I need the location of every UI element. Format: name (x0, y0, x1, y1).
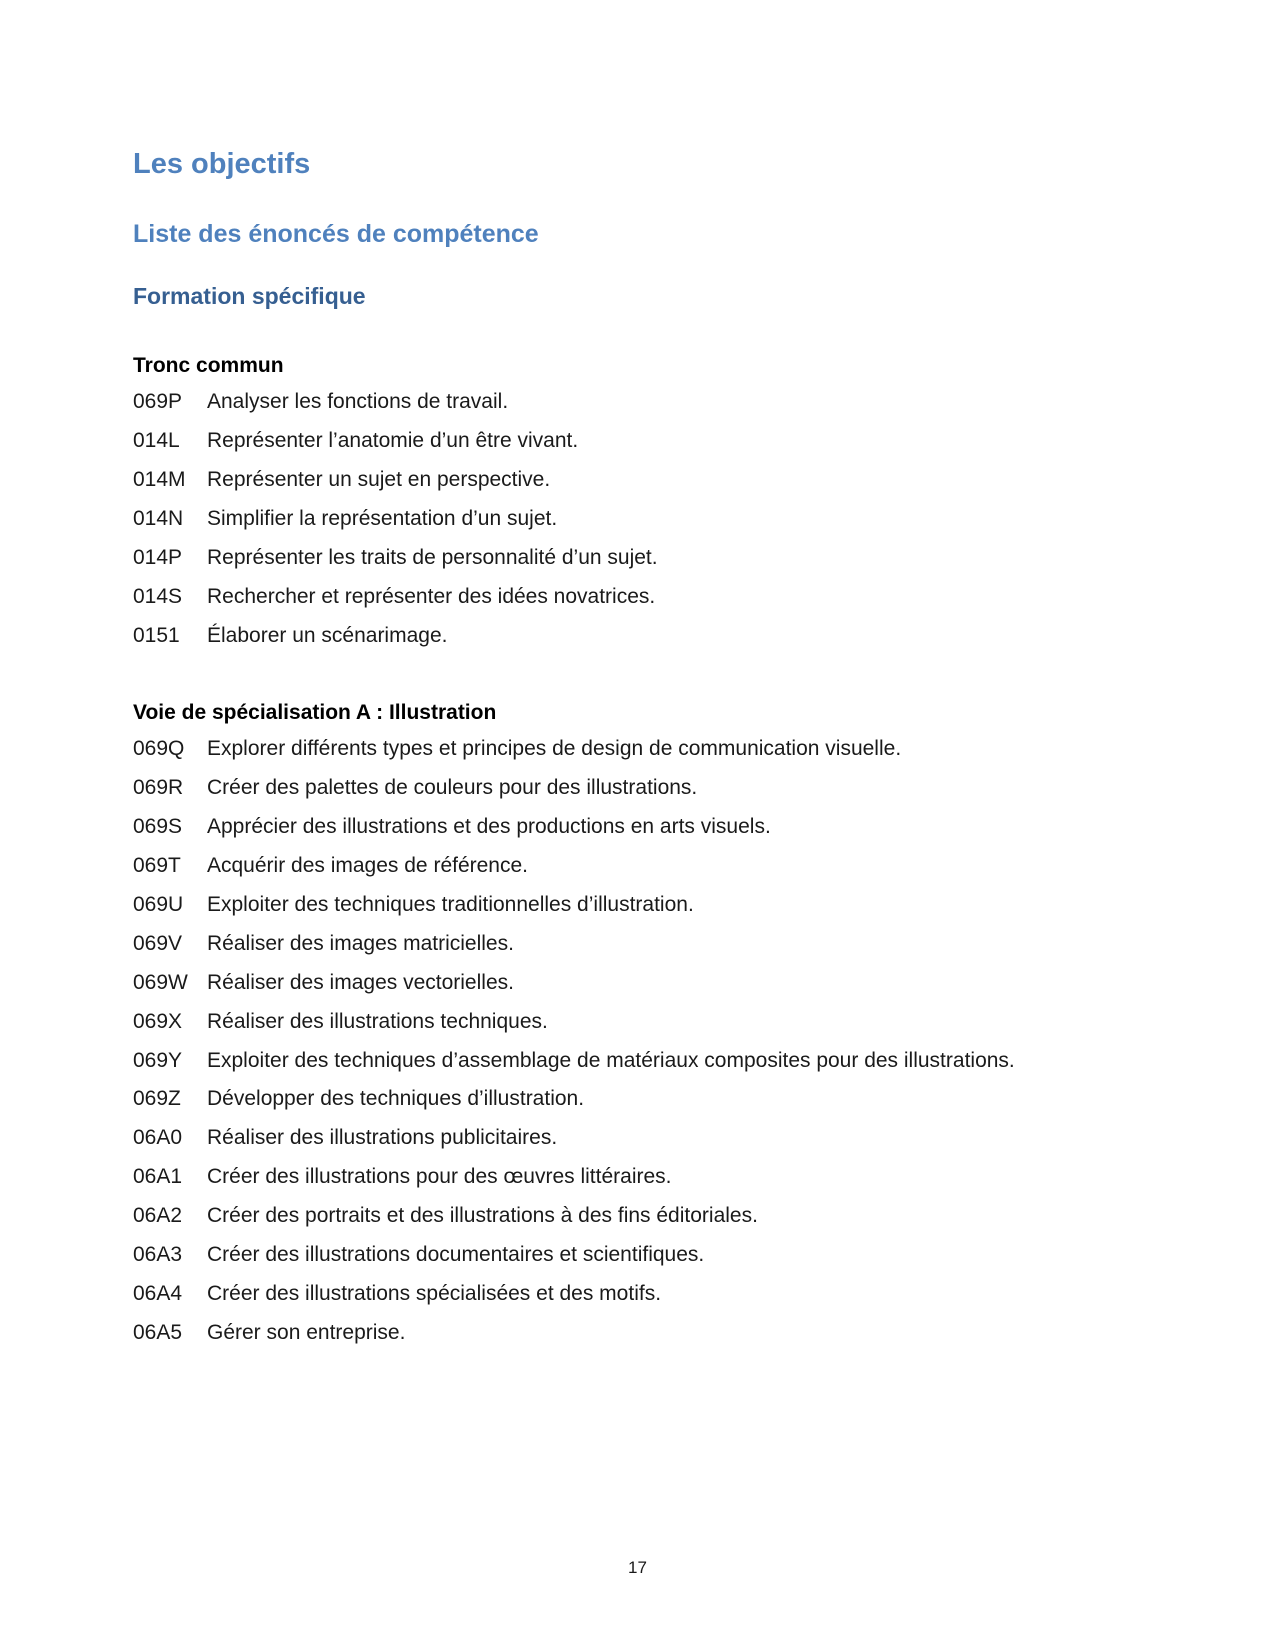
list-item (133, 1158, 1015, 1197)
list-item (133, 383, 658, 422)
competence-text: Exploiter des techniques d’assemblage de matériaux composites pour des illustrations. (207, 1048, 1015, 1072)
list-item (133, 1080, 1015, 1119)
competence-code: 014N (133, 507, 184, 531)
tronc-commun-heading: Tronc commun (133, 354, 284, 377)
competence-code: 014S (133, 584, 183, 608)
competence-text: Apprécier des illustrations et des productions en arts visuels. (207, 815, 771, 839)
competence-code: 069R (133, 776, 184, 800)
list-item (133, 422, 658, 461)
list-item (133, 963, 1015, 1002)
competence-code: 014L (133, 429, 180, 453)
competence-code: 06A4 (133, 1281, 183, 1305)
competence-code: 014P (133, 546, 183, 569)
section-heading: Liste des énoncés de compétence (133, 220, 539, 248)
list-item (133, 769, 1015, 808)
competence-text: Élaborer un scénarimage. (207, 623, 448, 647)
competence-text: Réaliser des illustrations techniques. (207, 1009, 548, 1033)
list-item (133, 1313, 1015, 1352)
competence-code: 069S (133, 815, 183, 839)
voie-a-heading: Voie de spécialisation A : Illustration (133, 701, 497, 724)
competence-code: 06A0 (133, 1126, 183, 1150)
competence-code: 06A5 (133, 1320, 183, 1344)
list-item (133, 886, 1015, 925)
competence-code: 06A3 (133, 1243, 183, 1267)
competence-code: 069V (133, 931, 183, 955)
list-item (133, 1197, 1015, 1236)
list-item (133, 847, 1015, 886)
competence-text: Créer des illustrations pour des œuvres littéraires. (207, 1165, 672, 1189)
list-item (133, 1041, 1015, 1080)
competence-text: Développer des techniques d’illustration. (207, 1087, 585, 1111)
competence-code: 069Z (133, 1087, 181, 1111)
list-item (133, 730, 1015, 769)
tronc-commun-list (133, 383, 658, 655)
competence-code: 069T (133, 854, 181, 878)
competence-code: 069U (133, 893, 184, 916)
subsection-heading: Formation spécifique (133, 283, 366, 309)
competence-text: Créer des illustrations spécialisées et des motifs. (207, 1281, 662, 1305)
list-item (133, 1236, 1015, 1275)
competence-text: Explorer différents types et principes de design de communication visuelle. (207, 737, 902, 761)
competence-text: Acquérir des images de référence. (207, 854, 528, 878)
competence-text: Analyser les fonctions de travail. (207, 390, 509, 414)
competence-text: Représenter l’anatomie d’un être vivant. (207, 429, 579, 453)
competence-text: Gérer son entreprise. (207, 1320, 406, 1344)
competence-text: Exploiter des techniques traditionnelles d’illustration. (207, 893, 694, 916)
competence-code: 069P (133, 390, 183, 414)
competence-text: Créer des portraits et des illustrations à des fins éditoriales. (207, 1204, 758, 1228)
competence-code: 069Y (133, 1048, 183, 1072)
list-item (133, 539, 658, 578)
competence-text: Réaliser des images vectorielles. (207, 970, 514, 994)
competence-code: 069Q (133, 737, 185, 761)
list-item (133, 1119, 1015, 1158)
competence-text: Rechercher et représenter des idées novatrices. (207, 584, 656, 608)
list-item (133, 616, 658, 655)
competence-code: 06A1 (133, 1165, 183, 1189)
competence-code: 069X (133, 1009, 183, 1033)
list-item (133, 500, 658, 539)
competence-code: 06A2 (133, 1204, 183, 1228)
competence-text: Simplifier la représentation d’un sujet. (207, 507, 558, 531)
competence-text: Réaliser des illustrations publicitaires. (207, 1126, 558, 1150)
list-item (133, 1002, 1015, 1041)
voie-a-list (133, 730, 1015, 1352)
competence-text: Créer des illustrations documentaires et scientifiques. (207, 1243, 705, 1267)
page-number: 17 (628, 1558, 647, 1577)
competence-text: Représenter les traits de personnalité d’un sujet. (207, 546, 658, 569)
list-item (133, 461, 658, 500)
competence-text: Réaliser des images matricielles. (207, 931, 514, 955)
competence-code: 069W (133, 970, 188, 994)
competence-text: Représenter un sujet en perspective. (207, 468, 551, 492)
page-title: Les objectifs (133, 148, 311, 180)
competence-text: Créer des palettes de couleurs pour des illustrations. (207, 776, 698, 800)
competence-code: 014M (133, 468, 186, 492)
list-item (133, 577, 658, 616)
list-item (133, 924, 1015, 963)
competence-code: 0151 (133, 623, 180, 647)
list-item (133, 808, 1015, 847)
list-item (133, 1274, 1015, 1313)
